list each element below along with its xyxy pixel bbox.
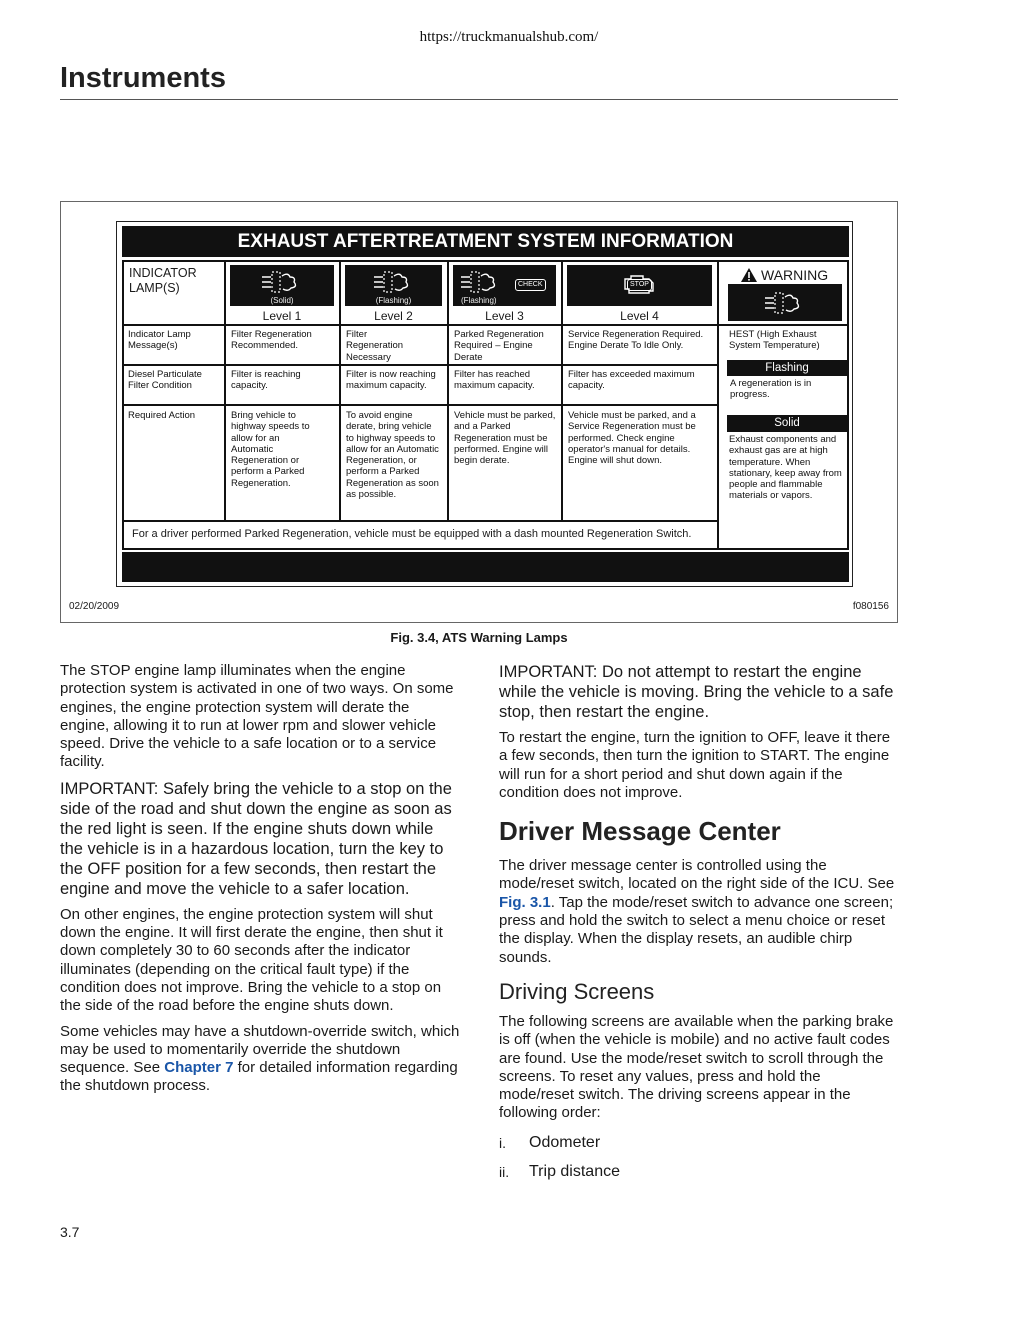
dpf-filter-icon: [459, 268, 503, 296]
source-url: https://truckmanualshub.com/: [419, 29, 599, 45]
paragraph-stop-lamp: The STOP engine lamp illuminates when the engine protection system is activated in one of two ways. On some engines, the engine protection system will derate the engine, allowing it to run at lower rpm and slower vehicle speed. Drive the vehicle to a safe location or to a service facility.: [60, 662, 454, 771]
lamp-level-2: [345, 265, 442, 306]
warning-solid-text: Exhaust components and exhaust gas are at high temperature. When stationary, keep away from people and flammable materials or vapors.: [729, 434, 842, 502]
right-column: [499, 662, 899, 1191]
level-3-label: Level 3: [485, 309, 524, 323]
cell-messages-level-3: Parked Regeneration Required – Engine Derate: [454, 329, 544, 363]
hest-lamp: [728, 284, 842, 321]
cell-condition-level-2: Filter is now reaching maximum capacity.: [346, 369, 436, 392]
lamp-mode-label: (Flashing): [375, 296, 412, 305]
list-number: i.: [499, 1134, 506, 1151]
paragraph-shutdown: On other engines, the engine protection system will shut down the engine. It will first derate the engine, then shut it down completely 30 to 60 seconds after the indicator illuminates (depending on the critical fault type) if the condition does not improve. Bring the vehicle to a stop on the side of the road before the engine shuts down.: [60, 905, 443, 1015]
cell-messages-level-2: Filter Regeneration Necessary: [346, 329, 404, 363]
level-1-label: Level 1: [262, 309, 302, 323]
lamp-mode-label: (Flashing): [461, 296, 497, 305]
cell-condition-level-1: Filter is reaching capacity.: [231, 369, 301, 392]
ats-grid: [122, 260, 849, 550]
cell-condition-level-3: Filter has reached maximum capacity.: [454, 369, 535, 392]
title-rule: [60, 99, 898, 100]
paragraph-important-stop: IMPORTANT: Safely bring the vehicle to a stop on the side of the road and shut down the engine as soon as the red light is seen. If the engine shuts down while the vehicle is in a hazardous location, turn the key to the OFF position for a few seconds, then restart the engine and move the vehicle to a safer location.: [60, 779, 452, 898]
level-2-label: Level 2: [374, 309, 413, 323]
ats-footer-bar: [122, 552, 849, 582]
page-number: 3.7: [60, 1224, 80, 1240]
cell-action-level-1: Bring vehicle to highway speeds to allow for an Automatic Regeneration or perform a Parked Regeneration.: [231, 410, 310, 489]
hest-description: HEST (High Exhaust System Temperature): [729, 329, 820, 352]
override-text-start: Some vehicles may have a shutdown-override switch, which may be used to momentarily override the shutdown sequence. See: [60, 1022, 460, 1077]
figure-id: f080156: [852, 601, 889, 612]
paragraph-message-center: [499, 857, 899, 967]
dpf-filter-icon: [260, 268, 304, 296]
fig-3-1-link[interactable]: Fig. 3.1: [499, 893, 551, 911]
list-number: ii.: [499, 1163, 510, 1180]
list-item: [499, 1162, 899, 1182]
lamp-level-4: [567, 265, 712, 306]
indicator-lamps-label: INDICATOR LAMP(S): [129, 266, 197, 295]
ats-title: EXHAUST AFTERTREATMENT SYSTEM INFORMATION: [122, 226, 849, 257]
lamp-level-3: [453, 265, 556, 306]
figure-caption: Fig. 3.4, ATS Warning Lamps: [390, 630, 568, 645]
list-text: Odometer: [529, 1133, 601, 1151]
check-engine-icon: CHECK: [515, 279, 546, 291]
cell-action-level-4: Vehicle must be parked, and a Service Regeneration must be performed. Check engine operator's manual for details. Engine will shut down.: [568, 410, 696, 467]
heading-driving-screens: Driving Screens: [499, 978, 655, 1004]
cell-messages-level-4: Service Regeneration Required. Engine Derate To Idle Only.: [568, 329, 704, 352]
warning-flashing-label: Flashing: [727, 360, 847, 376]
list-text: Trip distance: [529, 1162, 620, 1180]
cell-condition-level-4: Filter has exceeded maximum capacity.: [568, 369, 695, 392]
hest-icon: [763, 289, 807, 317]
message-center-text-start: The driver message center is controlled using the mode/reset switch, located on the right side of the ICU. See: [499, 857, 895, 893]
dpf-filter-icon: [372, 268, 416, 296]
message-center-text-end: . Tap the mode/reset switch to advance one screen; press and hold the switch to select a menu choice or reset the display. When the display resets, an audible chirp sounds.: [499, 893, 894, 966]
row-label-required-action: Required Action: [128, 410, 196, 421]
level-4-label: Level 4: [620, 309, 659, 323]
cell-action-level-2: To avoid engine derate, bring vehicle to highway speeds to allow for an Automatic Regeneration, or perform a Parked Regeneration as soon as possible.: [346, 410, 439, 501]
warning-triangle-icon: [740, 267, 758, 283]
lamp-mode-label: (Solid): [270, 296, 294, 305]
cell-action-level-3: Vehicle must be parked, and a Parked Regeneration must be performed. Engine will begin derate.: [454, 410, 556, 467]
paragraph-restart: To restart the engine, turn the ignition to OFF, leave it there a few seconds, then turn the ignition to START. The engine will run for a short period and shut down again if the condition does not improve.: [499, 729, 891, 801]
figure-ats-warning-lamps: [60, 201, 898, 623]
stop-engine-icon: STOP: [627, 279, 652, 291]
ats-info-panel: [116, 221, 853, 587]
heading-driver-message-center: Driver Message Center: [499, 816, 781, 847]
regeneration-footnote: For a driver performed Parked Regeneration, vehicle must be equipped with a dash mounted Regeneration Switch.: [132, 528, 692, 540]
override-text-end: for detailed information regarding the shutdown process.: [60, 1059, 458, 1095]
lamp-level-1: [230, 265, 334, 306]
list-item: [499, 1133, 899, 1153]
warning-solid-label: Solid: [727, 415, 847, 432]
row-label-messages: Indicator Lamp Message(s): [128, 329, 191, 352]
warning-title: WARNING: [761, 267, 829, 283]
section-title: Instruments: [60, 62, 226, 94]
left-column: [60, 662, 460, 1103]
paragraph-driving-screens: The following screens are available when the parking brake is off (when the vehicle is mobile) and no active fault codes are found. Use the mode/reset switch to scroll through the screens. To reset any values, press and hold the mode/reset switch. The driving screens appear in the following order:: [499, 1012, 894, 1122]
warning-flashing-text: A regeneration is in progress.: [730, 378, 812, 401]
chapter-7-link[interactable]: Chapter 7: [164, 1059, 234, 1077]
row-label-dpf-condition: Diesel Particulate Filter Condition: [128, 369, 202, 392]
figure-date: 02/20/2009: [69, 601, 120, 612]
paragraph-override: [60, 1023, 460, 1096]
cell-messages-level-1: Filter Regeneration Recommended.: [231, 329, 312, 352]
paragraph-important-restart: IMPORTANT: Do not attempt to restart the engine while the vehicle is moving. Bring the vehicle to a safe stop, then restart the engine.: [499, 663, 894, 721]
